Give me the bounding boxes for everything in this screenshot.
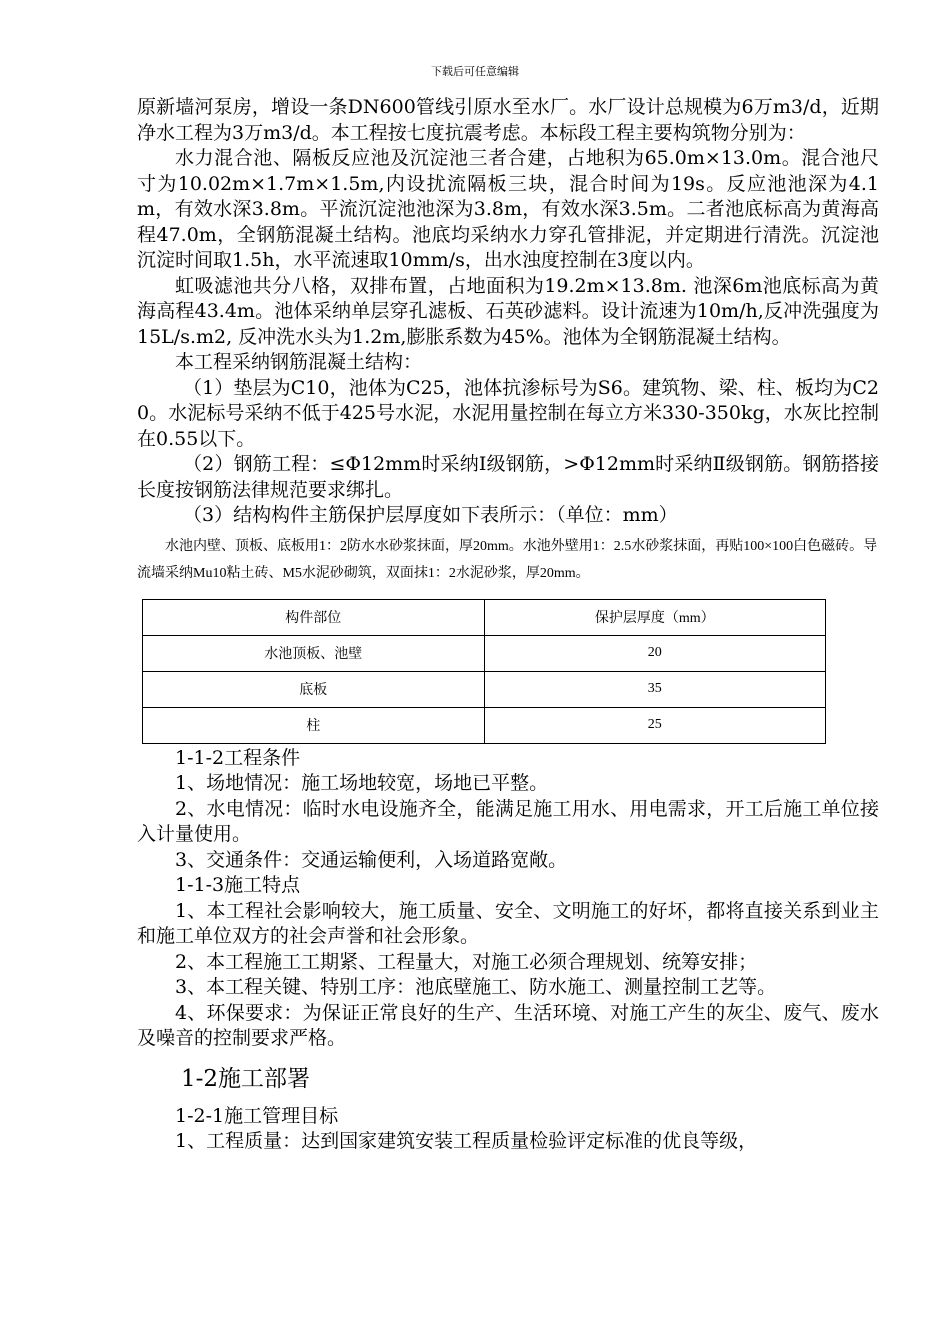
paragraph-feature-4: 4、环保要求：为保证正常良好的生产、生活环境、对施工产生的灰尘、废气、废水及噪音的控制要求严格。 <box>137 1001 879 1049</box>
table-cell: 柱 <box>143 707 485 743</box>
paragraph-plastering-note: 水池内壁、顶板、底板用1：2防水水砂浆抹面，厚20mm。水池外壁用1：2.5水砂浆抹面，再贴100×100白色磁砖。导流墙采纳Mu10粘土砖、M5水泥砂砌筑，双面抹1：2水泥砂浆，厚20mm。 <box>137 538 878 581</box>
table-row <box>143 635 826 671</box>
paragraph-mixing-tank: 水力混合池、隔板反应池及沉淀池三者合建，占地积为65.0m×13.0m。混合池尺寸为10.02m×1.7m×1.5m,内设扰流隔板三块，混合时间为19s。反应池池深为4.1m，有效水深3.8m。平流沉淀池池深为3.8m，有效水深3.5m。二者池底标高为黄海高程47.0m，全钢筋混凝土结构。池底均采纳水力穿孔管排泥，并定期进行清洗。沉淀池沉淀时间取1.5h，水平流速取10mm/s，出水浊度控制在3度以内。 <box>137 147 879 271</box>
paragraph-water-source: 原新墙河泵房，增设一条DN600管线引原水至水厂。水厂设计总规模为6万m3/d，近期净水工程为3万m3/d。本工程按七度抗震考虑。本标段工程主要构筑物分别为： <box>137 96 879 144</box>
table-cell: 20 <box>484 635 826 671</box>
paragraph-rebar-spec: （2）钢筋工程：≤Φ12mm时采纳Ⅰ级钢筋，>Φ12mm时采纳Ⅱ级钢筋。钢筋搭接长度按钢筋法律规范要求绑扎。 <box>137 453 879 501</box>
paragraph-structure-intro: 本工程采纳钢筋混凝土结构： <box>175 351 423 373</box>
paragraph-siphon-filter: 虹吸滤池共分八格，双排布置，占地面积为19.2m×13.8m. 池深6m池底标高为黄海高程43.4m。池体采纳单层穿孔滤板、石英砂滤料。设计流速为10m/h,反冲洗强度为15L/s.m2, 反冲洗水头为1.2m,膨胀系数为45%。池体为全钢筋混凝土结构。 <box>137 274 879 348</box>
subheading-management-goals: 1-2-1施工管理目标 <box>175 1104 339 1127</box>
document-body <box>137 95 879 1155</box>
table-cell: 水池顶板、池壁 <box>143 635 485 671</box>
cover-thickness-table <box>142 599 826 744</box>
table-row <box>143 671 826 707</box>
paragraph-utilities: 2、水电情况：临时水电设施齐全，能满足施工用水、用电需求，开工后施工单位接入计量使用。 <box>137 797 879 845</box>
subheading-features: 1-1-3施工特点 <box>175 874 301 896</box>
paragraph-feature-3: 3、本工程关键、特别工序：池底壁施工、防水施工、测量控制工艺等。 <box>175 976 777 998</box>
paragraph-quality-goal: 1、工程质量：达到国家建筑安装工程质量检验评定标准的优良等级， <box>175 1130 758 1152</box>
subheading-conditions: 1-1-2工程条件 <box>175 746 301 769</box>
paragraph-feature-2: 2、本工程施工工期紧、工程量大，对施工必须合理规划、统筹安排； <box>175 950 758 973</box>
page-header: 下载后可任意编辑 <box>431 65 519 78</box>
table-cell: 底板 <box>143 671 485 707</box>
table-header-row <box>143 599 826 635</box>
table-header-cell: 构件部位 <box>143 599 485 635</box>
table-cell: 35 <box>484 671 826 707</box>
paragraph-feature-1: 1、本工程社会影响较大，施工质量、安全、文明施工的好坏，都将直接关系到业主和施工单位双方的社会声誉和社会形象。 <box>137 899 879 947</box>
table-header-cell: 保护层厚度（mm） <box>484 599 826 635</box>
table-cell: 25 <box>484 707 826 743</box>
paragraph-traffic: 3、交通条件：交通运输便利，入场道路宽敞。 <box>175 848 568 871</box>
paragraph-concrete-spec: （1）垫层为C10，池体为C25，池体抗渗标号为S6。建筑物、梁、柱、板均为C20。水泥标号采纳不低于425号水泥，水泥用量控制在每立方米330-350kg，水灰比控制在0.55以下。 <box>137 376 879 450</box>
paragraph-site: 1、场地情况：施工场地较宽，场地已平整。 <box>175 772 549 794</box>
paragraph-cover-intro: （3）结构构件主筋保护层厚度如下表所示：（单位：mm） <box>183 504 678 526</box>
section-heading: 1-2施工部署 <box>181 1065 311 1092</box>
table-row <box>143 707 826 743</box>
